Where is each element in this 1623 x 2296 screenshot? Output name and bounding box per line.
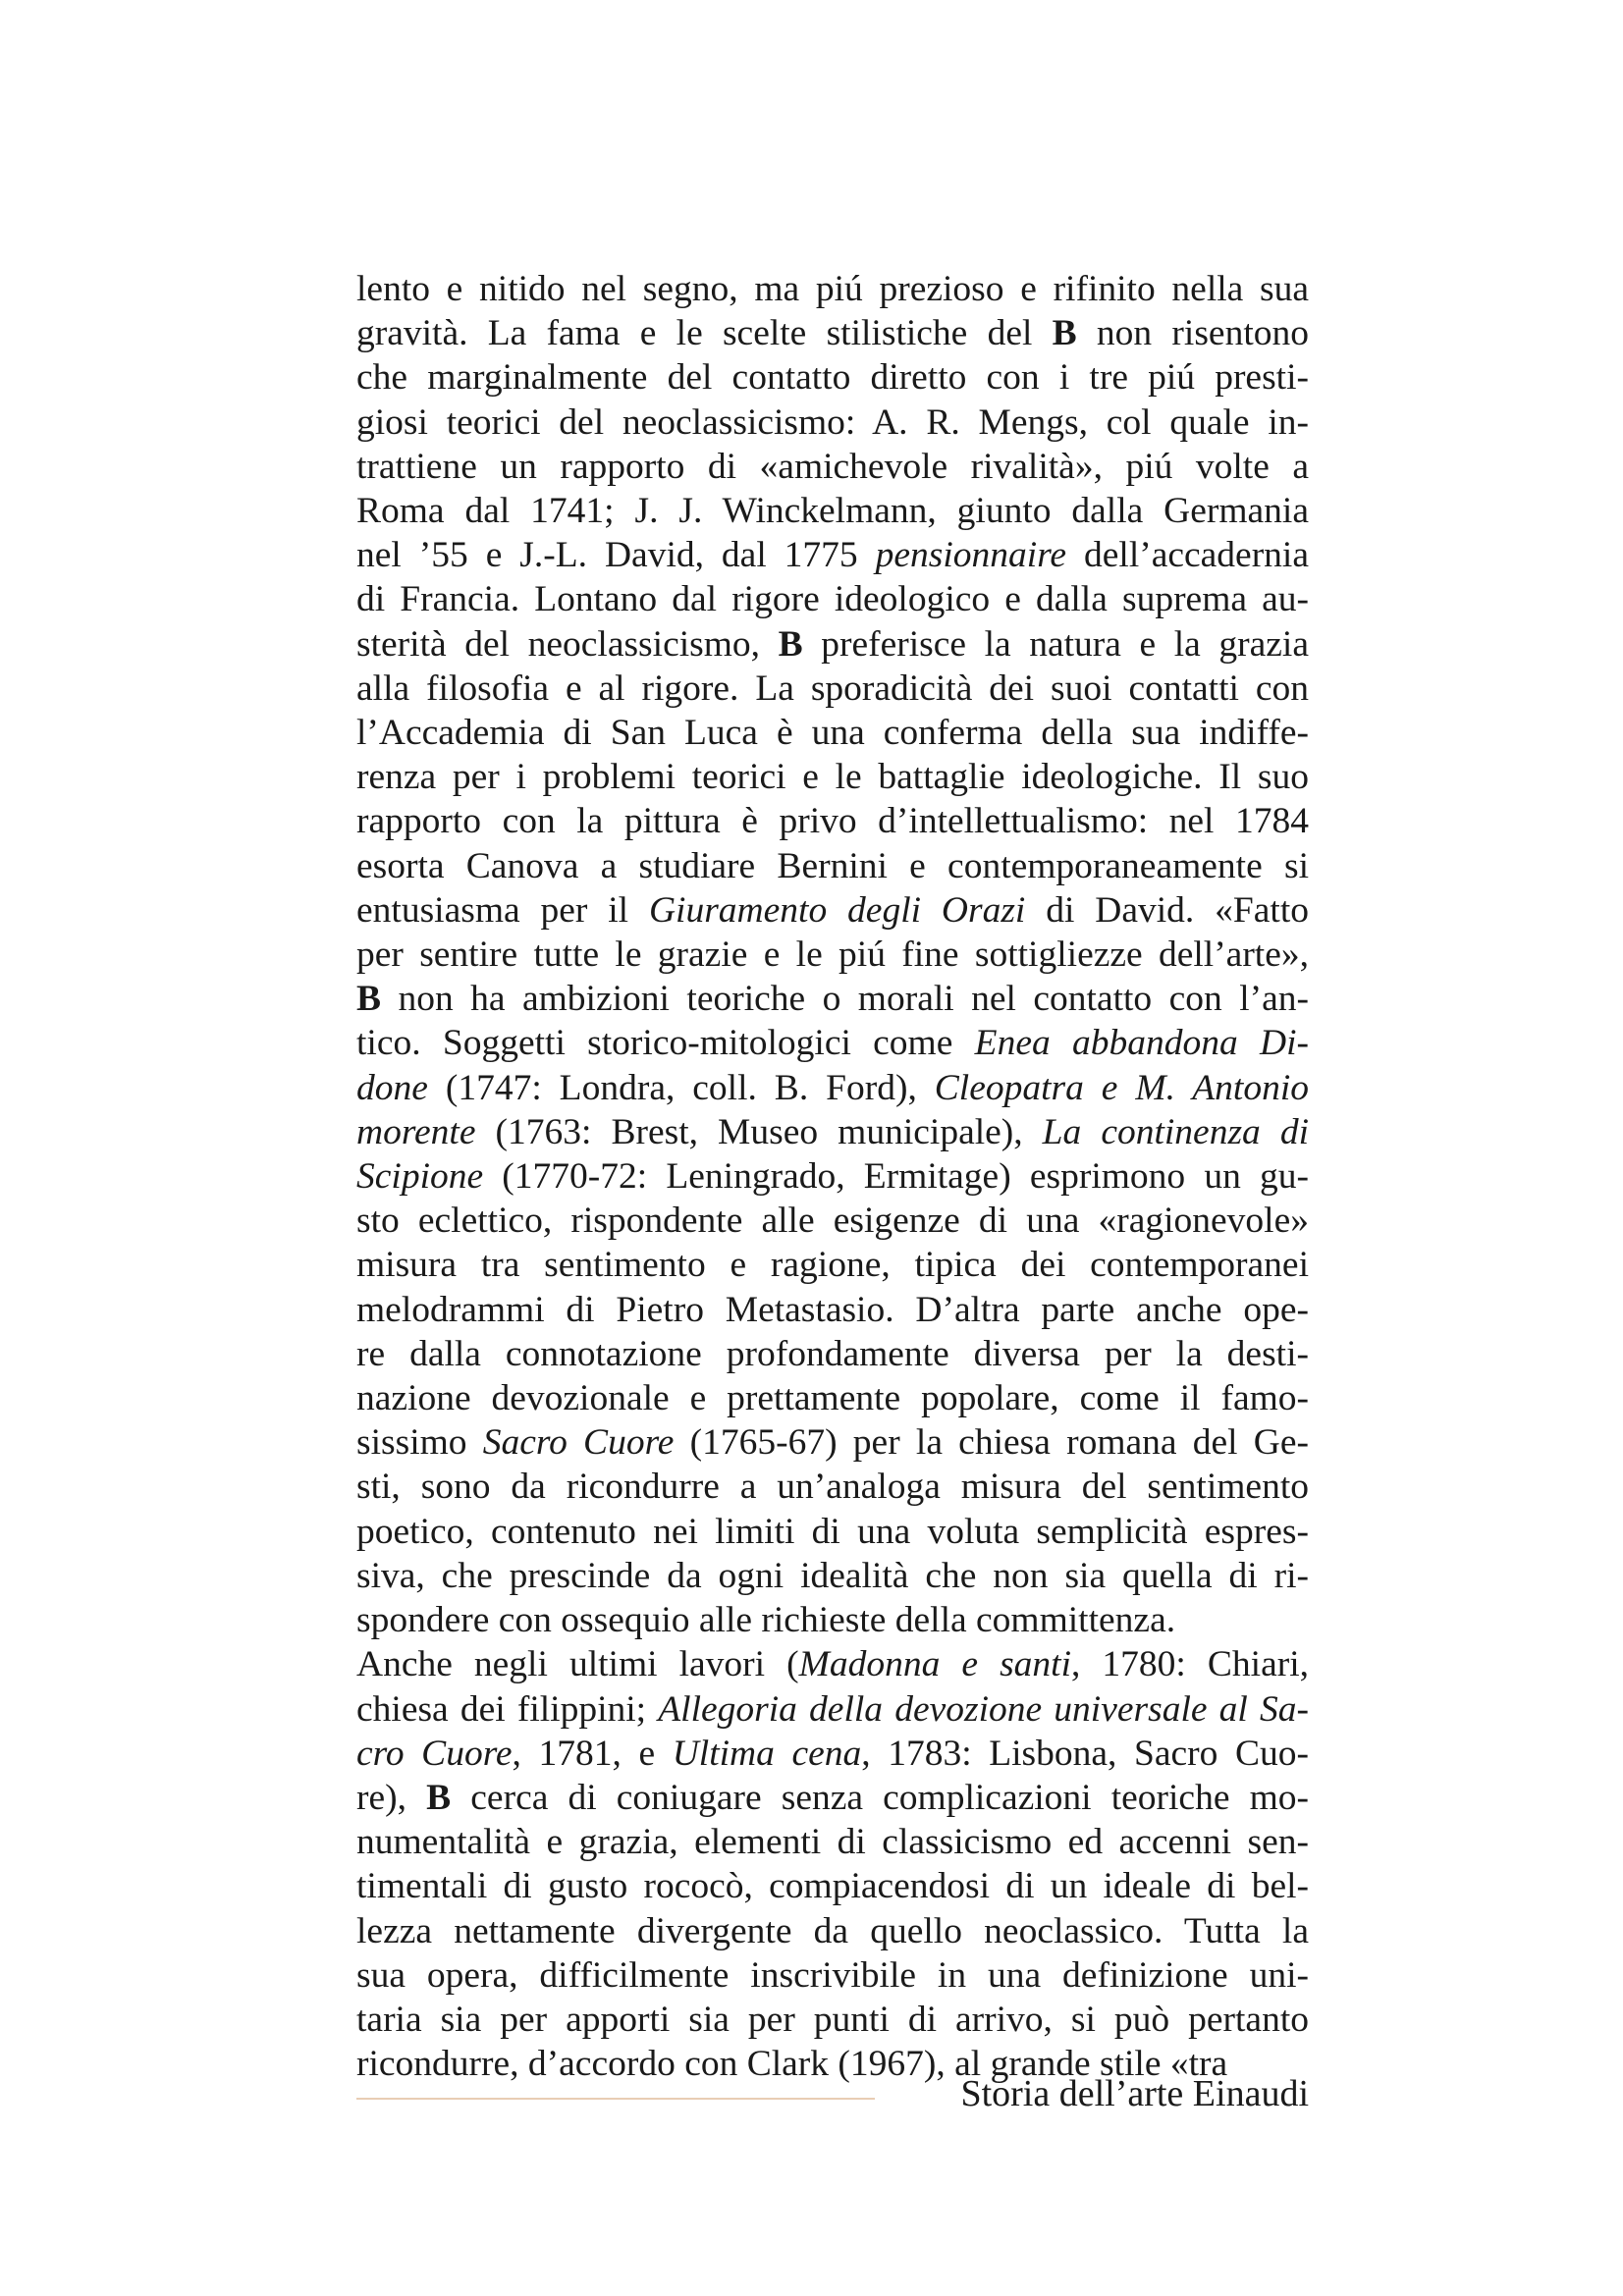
text-run: misura tra sentimento e ragione, tipica dei contemporanei <box>356 1245 1309 1286</box>
text-line <box>356 1864 1309 1908</box>
italic-title: Madonna e santi <box>798 1644 1071 1685</box>
page-footer <box>356 2069 1309 2118</box>
text-line <box>356 1642 1309 1686</box>
bold-term: B <box>426 1777 452 1818</box>
text-line <box>356 755 1309 799</box>
text-line <box>356 667 1309 711</box>
text-run: siva, che prescinde da ogni idealità che non sia quella di ri- <box>356 1555 1309 1596</box>
text-line <box>356 1820 1309 1864</box>
text-run: esorta Canova a studiare Bernini e contemporaneamente si <box>356 845 1309 886</box>
text-run: , 1781, e <box>512 1733 673 1774</box>
text-run: renza per i problemi teorici e le battaglie ideologiche. Il suo <box>356 757 1309 798</box>
text-line <box>356 489 1309 533</box>
bold-term: B <box>778 623 803 665</box>
italic-title: Scipione <box>356 1156 484 1198</box>
italic-title: La continenza di <box>1042 1111 1309 1152</box>
text-run: che marginalmente del contatto diretto con i tre piú presti- <box>356 357 1309 399</box>
text-line <box>356 1687 1309 1732</box>
text-run: sissimo <box>356 1422 483 1464</box>
text-run: alla filosofia e al rigore. La sporadicità dei suoi contatti con <box>356 667 1309 709</box>
italic-title: Sacro Cuore <box>482 1422 675 1464</box>
italic-title: Ultima cena <box>672 1733 862 1774</box>
text-run: non ha ambizioni teoriche o morali nel contatto con l’an- <box>381 979 1309 1020</box>
bold-term: B <box>356 979 382 1020</box>
text-line <box>356 799 1309 843</box>
text-line <box>356 933 1309 977</box>
text-run: (1765-67) per la chiesa romana del Ge- <box>674 1422 1309 1464</box>
text-run: giosi teorici del neoclassicismo: A. R. Mengs, col quale in- <box>356 401 1309 443</box>
paragraph <box>356 267 1309 1642</box>
text-line <box>356 1021 1309 1065</box>
text-run: sto eclettico, rispondente alle esigenze di una «ragionevole» <box>356 1201 1309 1242</box>
footer-rule <box>356 2098 875 2100</box>
text-run: (1763: Brest, Museo municipale), <box>475 1111 1043 1152</box>
text-run: preferisce la natura e la grazia <box>802 623 1309 665</box>
text-run: re dalla connotazione profondamente diversa per la desti- <box>356 1333 1309 1374</box>
text-line <box>356 1288 1309 1332</box>
text-run: numentalità e grazia, elementi di classicismo ed accenni sen- <box>356 1822 1309 1863</box>
text-run: nel ’55 e J.-L. David, dal 1775 <box>356 535 876 576</box>
text-line <box>356 844 1309 888</box>
footer-title: Storia dell’arte Einaudi <box>960 2073 1309 2114</box>
text-line <box>356 267 1309 311</box>
text-run: tico. Soggetti storico-mitologici come <box>356 1023 975 1064</box>
text-run: entusiasma per il <box>356 889 649 931</box>
bold-term: B <box>1052 313 1077 354</box>
text-line <box>356 1110 1309 1154</box>
italic-title: cro Cuore <box>356 1733 513 1774</box>
italic-title: morente <box>356 1111 476 1152</box>
text-line <box>356 711 1309 755</box>
text-run: di Francia. Lontano dal rigore ideologico e dalla suprema au- <box>356 579 1309 620</box>
text-run: sterità del neoclassicismo, <box>356 623 779 665</box>
text-line <box>356 1998 1309 2042</box>
text-line <box>356 1420 1309 1465</box>
text-run: nazione devozionale e prettamente popolare, come il famo- <box>356 1378 1309 1419</box>
text-line <box>356 1376 1309 1420</box>
text-line <box>356 1199 1309 1243</box>
text-run: re), <box>356 1777 427 1818</box>
text-run: , 1780: Chiari, <box>1071 1644 1309 1685</box>
paragraph <box>356 1642 1309 2086</box>
text-run: trattiene un rapporto di «amichevole rivalità», piú volte a <box>356 446 1309 487</box>
text-line <box>356 622 1309 667</box>
text-line <box>356 445 1309 489</box>
text-run: l’Accademia di San Luca è una conferma della sua indiffe- <box>356 713 1309 754</box>
text-line <box>356 1154 1309 1199</box>
text-run: (1770-72: Leningrado, Ermitage) esprimono un gu- <box>483 1156 1309 1198</box>
text-run: di David. «Fatto <box>1025 889 1309 931</box>
text-line <box>356 311 1309 355</box>
text-run: non risentono <box>1076 313 1309 354</box>
text-run: sti, sono da ricondurre a un’analoga misura del sentimento <box>356 1467 1309 1508</box>
text-line <box>356 1465 1309 1509</box>
text-line <box>356 355 1309 400</box>
text-run: gravità. La fama e le scelte stilistiche del <box>356 313 1053 354</box>
italic-title: Cleopatra e M. Antonio <box>934 1067 1309 1108</box>
text-run: rapporto con la pittura è privo d’intellettualismo: nel 1784 <box>356 801 1309 842</box>
text-line <box>356 1598 1309 1642</box>
italic-title: pensionnaire <box>875 535 1067 576</box>
text-run: cerca di coniugare senza complicazioni teoriche mo- <box>451 1777 1310 1818</box>
text-line <box>356 1776 1309 1820</box>
italic-title: Giuramento degli Orazi <box>648 889 1026 931</box>
body-text <box>356 267 1309 2086</box>
text-line <box>356 1332 1309 1376</box>
text-run: Roma dal 1741; J. J. Winckelmann, giunto dalla Germania <box>356 491 1309 532</box>
italic-title: done <box>356 1067 428 1108</box>
text-line <box>356 533 1309 577</box>
text-line <box>356 1909 1309 1953</box>
text-run: melodrammi di Pietro Metastasio. D’altra parte anche ope- <box>356 1289 1309 1330</box>
text-line <box>356 1066 1309 1110</box>
italic-title: Allegoria della devozione universale al Sa- <box>658 1688 1309 1730</box>
text-run: chiesa dei filippini; <box>356 1688 659 1730</box>
text-line <box>356 888 1309 933</box>
text-run: dell’accadernia <box>1066 535 1309 576</box>
text-run: per sentire tutte le grazie e le piú fine sottigliezze dell’arte», <box>356 934 1309 976</box>
text-run: ricondurre, d’accordo con Clark (1967), al grande stile «tra <box>356 2044 1228 2085</box>
text-line <box>356 1554 1309 1598</box>
text-run: , 1783: Lisbona, Sacro Cuo- <box>861 1733 1309 1774</box>
text-run: Anche negli ultimi lavori ( <box>356 1644 799 1685</box>
text-run: sua opera, difficilmente inscrivibile in una definizione uni- <box>356 1954 1309 1996</box>
text-run: timentali di gusto rococò, compiacendosi di un ideale di bel- <box>356 1866 1309 1907</box>
text-run: taria sia per apporti sia per punti di arrivo, si può pertanto <box>356 1999 1309 2040</box>
text-line <box>356 977 1309 1021</box>
text-run: spondere con ossequio alle richieste della committenza. <box>356 1600 1176 1641</box>
text-line <box>356 1510 1309 1554</box>
text-line <box>356 1732 1309 1776</box>
text-run: (1747: Londra, coll. B. Ford), <box>427 1067 935 1108</box>
text-run: poetico, contenuto nei limiti di una voluta semplicità espres- <box>356 1511 1309 1552</box>
text-run: lezza nettamente divergente da quello neoclassico. Tutta la <box>356 1910 1309 1951</box>
text-run: lento e nitido nel segno, ma piú prezioso e rifinito nella sua <box>356 269 1309 309</box>
text-line <box>356 400 1309 445</box>
text-line <box>356 1243 1309 1287</box>
text-line <box>356 1953 1309 1998</box>
text-line <box>356 577 1309 621</box>
italic-title: Enea abbandona Di- <box>974 1023 1310 1064</box>
